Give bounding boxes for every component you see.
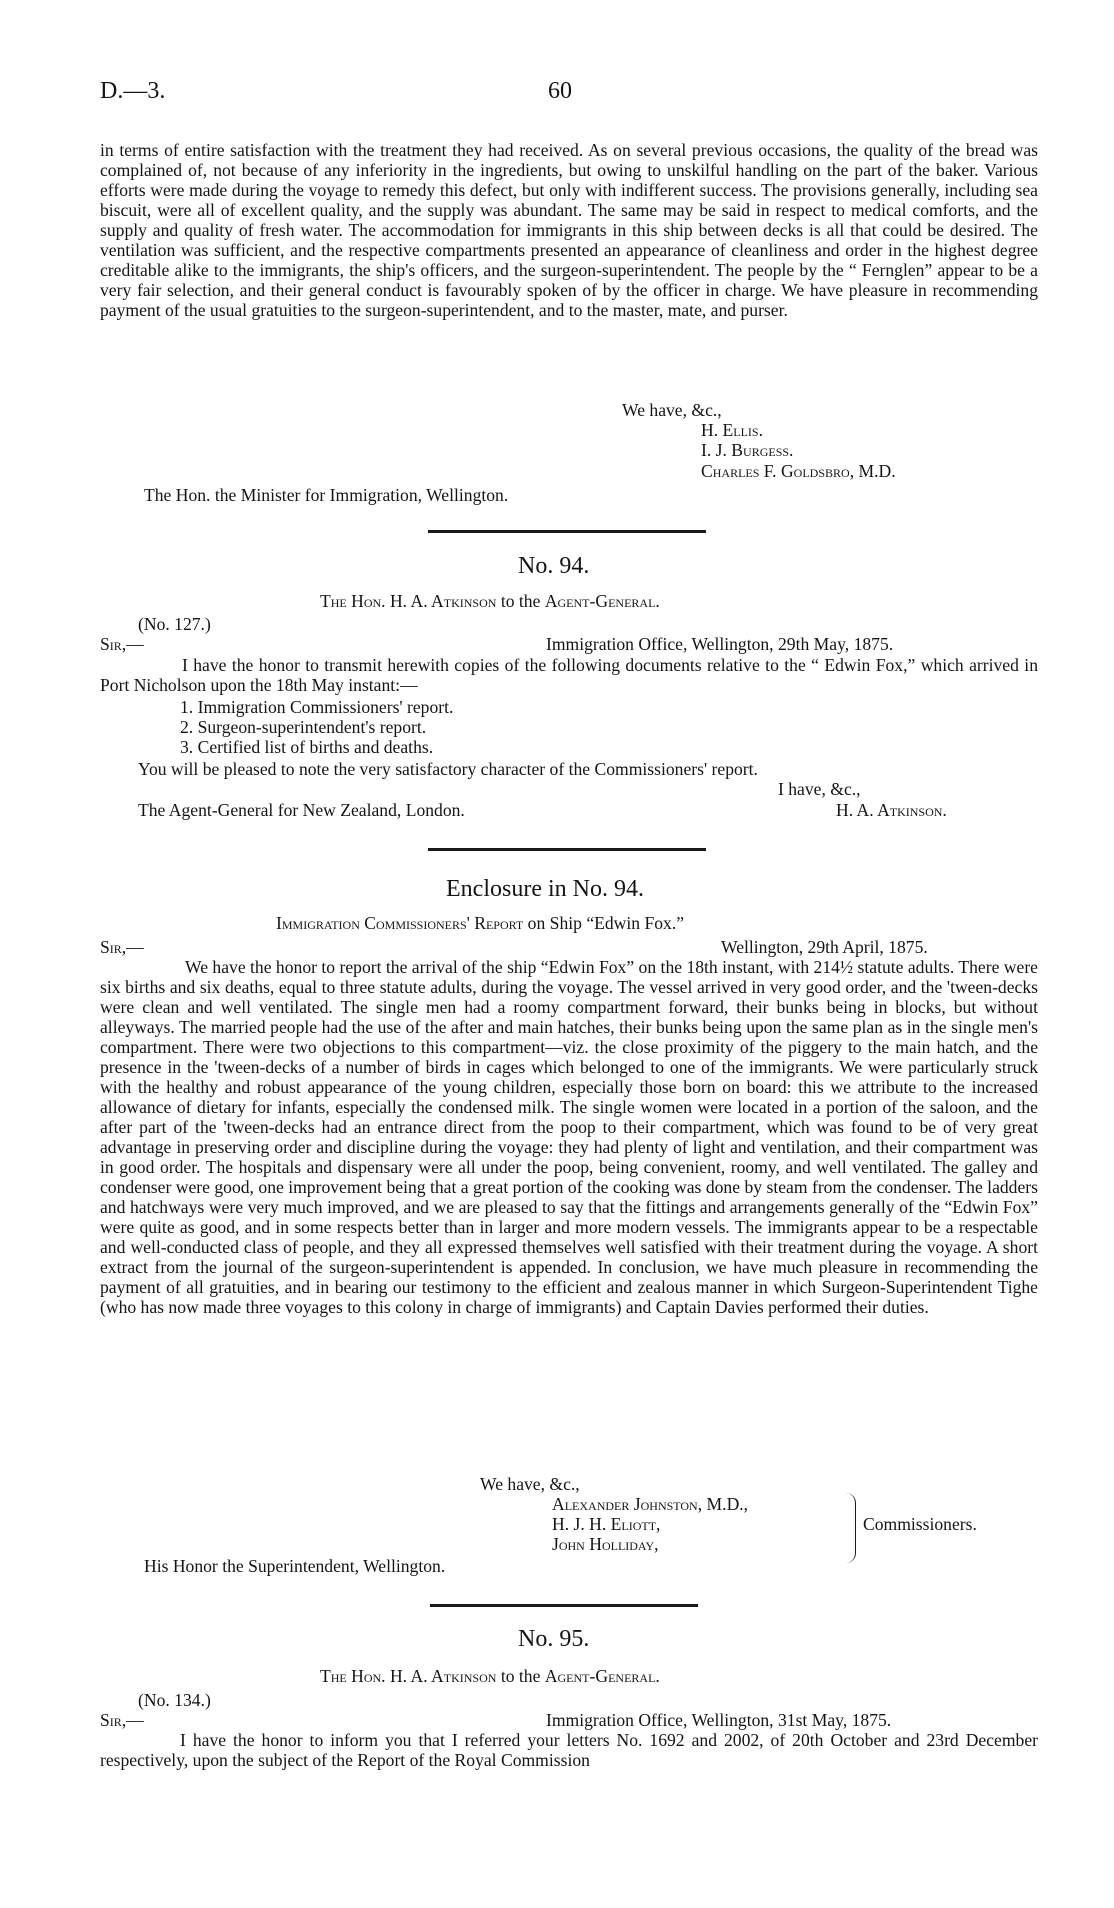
no95-place-date: Immigration Office, Wellington, 31st May, 1875.	[546, 1710, 892, 1730]
no94-addressee: The Agent-General for New Zealand, London.	[138, 800, 465, 820]
enclosure-heading: Enclosure in No. 94.	[446, 876, 644, 902]
no94-body	[100, 655, 1038, 695]
signatory-eliott: H. J. H. Eliott,	[552, 1514, 661, 1534]
no95-reference: (No. 134.)	[138, 1690, 211, 1710]
no94-from: The Hon. H. A. Atkinson	[320, 591, 497, 611]
no94-body-text: I have the honor to transmit herewith copies of the following documents relative to the “ Edwin Fox,” which arrived in Port Nicholson upon the 18th May instant:—	[100, 655, 1038, 695]
enclosure-body	[100, 957, 1038, 1317]
enclosure-body-text: We have the honor to report the arrival of the ship “Edwin Fox” on the 18th instant, with 214½ statute adults. There were six births and six deaths, equal to three statute adults, during the voyage. The vessel arrived in very good order, and the 'tween-decks were clean and well ventilated. The single men had a roomy compartment forward, their bunks being in blocks, but without alleyways. The married people had the use of the after and main hatches, their bunks being upon the same plan as in the single men's compartment. There were two objections to this compartment—viz. the close proximity of the piggery to the main hatch, and the presence in the 'tween-decks of a number of birds in cages which belonged to one of the immigrants. We were particularly struck with the healthy and robust appearance of the young children, especially those born on board: this we attribute to the increased allowance of dietary for infants, especially the condensed milk. The single women were located in a portion of the saloon, and the after part of the 'tween-decks had an entrance direct from the poop to their compartment, which was found to be of very great advantage in preserving order and discipline during the voyage: they had plenty of light and ventilation, and their compartment was in good order. The hospitals and dispensary were all under the poop, being convenient, roomy, and well ventilated. The galley and condenser were good, one improvement being that a great portion of the cooking was done by steam from the condenser. The ladders and hatchways were very much improved, and we are pleased to say that the fittings and arrangements generally of the “Edwin Fox” were quite as good, and in some respects better than in larger and more modern vessels. The immigrants appear to be a respectable and well-conducted class of people, and they all expressed themselves well satisfied with their treatment during the voyage. A short extract from the journal of the surgeon-superintendent is appended. In conclusion, we have much pleasure in recommending the payment of all gratuities, and in bearing our testimony to the efficient and zealous manner in which Surgeon-Superintendent Tighe (who has now made three voyages to this colony in charge of immigrants) and Captain Davies performed their duties.	[100, 957, 1038, 1317]
no95-body	[100, 1730, 1038, 1770]
no95-body-text: I have the honor to inform you that I referred your letters No. 1692 and 2002, of 20th October and 23rd December respectively, upon the subject of the Report of the Royal Commission	[100, 1730, 1038, 1770]
enclosure-ship-name: on Ship “Edwin Fox.”	[527, 913, 685, 933]
section-divider	[428, 848, 706, 851]
signatory-goldsbro: Charles F. Goldsbro, M.D.	[701, 461, 896, 481]
no94-salutation: Sir,—	[100, 634, 144, 654]
enclosure-report-title: Immigration Commissioners' Report	[276, 913, 524, 933]
section-divider	[428, 530, 706, 533]
opening-paragraph-text: in terms of entire satisfaction with the treatment they had received. As on several previous occasions, the quality of the bread was complained of, not because of any inferiority in the ingredients, but owing to unskilful handling on the part of the baker. Various efforts were made during the voyage to remedy this defect, but only with indifferent success. The provisions generally, including sea biscuit, were all of excellent quality, and the supply was abundant. The same may be said in respect to medical comforts, and the supply and quality of fresh water. The accommodation for immigrants in this ship between decks is all that could be desired. The ventilation was sufficient, and the respective compartments presented an appearance of cleanliness and order in the highest degree creditable alike to the immigrants, the ship's officers, and the surgeon-superintendent. The people by the “ Fernglen” appear to be a very fair selection, and their general conduct is favourably spoken of by the officer in charge. We have pleasure in recommending payment of the usual gratuities to the surgeon-superintendent, and to the master, mate, and purser.	[100, 140, 1038, 320]
page-number: 60	[548, 78, 572, 104]
signatory-holliday: John Holliday,	[552, 1534, 659, 1554]
no95-correspondents	[320, 1666, 660, 1686]
no94-heading: No. 94.	[518, 553, 590, 579]
no95-heading: No. 95.	[518, 1626, 590, 1652]
first-letter-closing: We have, &c.,	[622, 400, 722, 420]
commissioners-label: Commissioners.	[863, 1514, 977, 1534]
enclosure-salutation: Sir,—	[100, 937, 144, 957]
no94-to: Agent-General.	[544, 591, 660, 611]
no95-connector: to the	[500, 1666, 541, 1686]
no94-signature: H. A. Atkinson.	[836, 800, 947, 820]
no95-to: Agent-General.	[544, 1666, 660, 1686]
no94-item-3: 3. Certified list of births and deaths.	[180, 737, 434, 757]
enclosure-addressee: His Honor the Superintendent, Wellington.	[144, 1556, 446, 1576]
no94-connector: to the	[500, 591, 541, 611]
no94-place-date: Immigration Office, Wellington, 29th May, 1875.	[546, 634, 894, 654]
no94-closing: I have, &c.,	[778, 779, 861, 799]
signatory-ellis: H. Ellis.	[701, 420, 763, 440]
signatory-johnston: Alexander Johnston, M.D.,	[552, 1494, 749, 1514]
document-reference: D.—3.	[100, 78, 166, 104]
signatories-brace	[845, 1493, 856, 1563]
no95-from: The Hon. H. A. Atkinson	[320, 1666, 497, 1686]
first-letter-addressee: The Hon. the Minister for Immigration, Wellington.	[144, 485, 509, 505]
signatory-burgess: I. J. Burgess.	[701, 440, 794, 460]
enclosure-place-date: Wellington, 29th April, 1875.	[721, 937, 928, 957]
no94-reference: (No. 127.)	[138, 614, 211, 634]
no94-item-1: 1. Immigration Commissioners' report.	[180, 697, 454, 717]
enclosure-subheading	[276, 913, 684, 933]
no94-item-2: 2. Surgeon-superintendent's report.	[180, 717, 427, 737]
section-divider	[430, 1604, 698, 1607]
opening-paragraph	[100, 140, 1038, 320]
no94-note: You will be pleased to note the very satisfactory character of the Commissioners' report.	[138, 759, 758, 779]
no94-correspondents	[320, 591, 660, 611]
no95-salutation: Sir,—	[100, 1710, 144, 1730]
enclosure-closing: We have, &c.,	[480, 1474, 580, 1494]
